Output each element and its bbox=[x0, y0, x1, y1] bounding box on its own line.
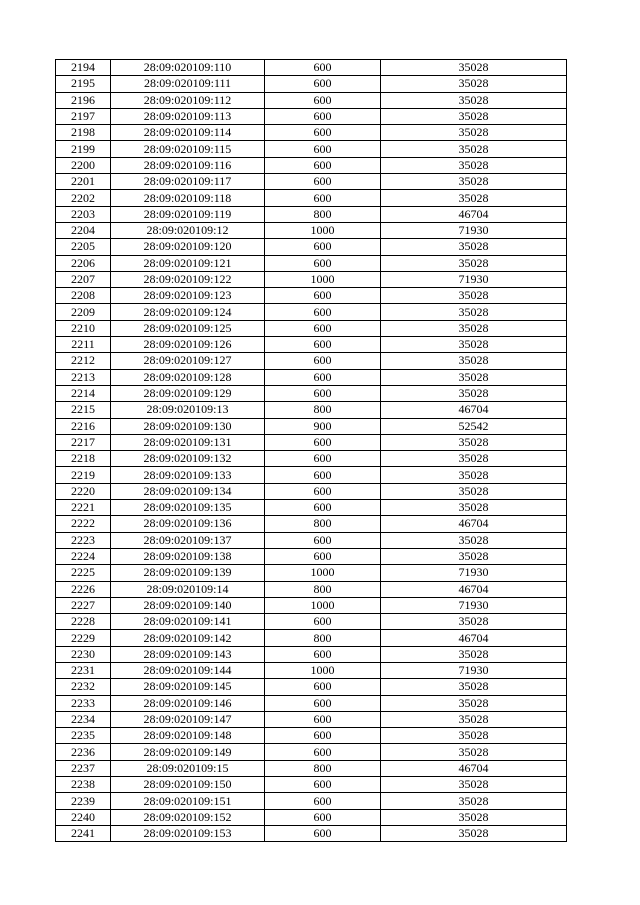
area-cell: 1000 bbox=[265, 565, 381, 581]
area-cell: 600 bbox=[265, 711, 381, 727]
row-number-cell: 2195 bbox=[56, 76, 111, 92]
cadastral-number-cell: 28:09:020109:144 bbox=[111, 662, 265, 678]
value-cell: 52542 bbox=[381, 418, 567, 434]
area-cell: 800 bbox=[265, 516, 381, 532]
row-number-cell: 2237 bbox=[56, 760, 111, 776]
value-cell: 46704 bbox=[381, 206, 567, 222]
area-cell: 600 bbox=[265, 548, 381, 564]
table-row bbox=[56, 483, 567, 499]
table-row bbox=[56, 418, 567, 434]
row-number-cell: 2213 bbox=[56, 369, 111, 385]
row-number-cell: 2222 bbox=[56, 516, 111, 532]
table-row bbox=[56, 597, 567, 613]
row-number-cell: 2199 bbox=[56, 141, 111, 157]
cadastral-number-cell: 28:09:020109:146 bbox=[111, 695, 265, 711]
cadastral-number-cell: 28:09:020109:131 bbox=[111, 434, 265, 450]
row-number-cell: 2214 bbox=[56, 385, 111, 401]
table-row bbox=[56, 825, 567, 841]
table-row bbox=[56, 255, 567, 271]
table-row bbox=[56, 630, 567, 646]
cadastral-number-cell: 28:09:020109:123 bbox=[111, 288, 265, 304]
row-number-cell: 2208 bbox=[56, 288, 111, 304]
cadastral-number-cell: 28:09:020109:137 bbox=[111, 532, 265, 548]
cadastral-number-cell: 28:09:020109:112 bbox=[111, 92, 265, 108]
table-row bbox=[56, 548, 567, 564]
row-number-cell: 2232 bbox=[56, 679, 111, 695]
table-row bbox=[56, 141, 567, 157]
area-cell: 600 bbox=[265, 76, 381, 92]
table-row bbox=[56, 793, 567, 809]
area-cell: 600 bbox=[265, 320, 381, 336]
area-cell: 600 bbox=[265, 353, 381, 369]
row-number-cell: 2225 bbox=[56, 565, 111, 581]
area-cell: 600 bbox=[265, 809, 381, 825]
area-cell: 600 bbox=[265, 679, 381, 695]
value-cell: 35028 bbox=[381, 711, 567, 727]
area-cell: 600 bbox=[265, 434, 381, 450]
value-cell: 46704 bbox=[381, 402, 567, 418]
value-cell: 71930 bbox=[381, 597, 567, 613]
cadastral-number-cell: 28:09:020109:12 bbox=[111, 222, 265, 238]
row-number-cell: 2210 bbox=[56, 320, 111, 336]
row-number-cell: 2226 bbox=[56, 581, 111, 597]
value-cell: 71930 bbox=[381, 662, 567, 678]
row-number-cell: 2209 bbox=[56, 304, 111, 320]
cadastral-number-cell: 28:09:020109:115 bbox=[111, 141, 265, 157]
row-number-cell: 2219 bbox=[56, 467, 111, 483]
row-number-cell: 2201 bbox=[56, 174, 111, 190]
area-cell: 600 bbox=[265, 288, 381, 304]
value-cell: 71930 bbox=[381, 271, 567, 287]
cadastral-number-cell: 28:09:020109:13 bbox=[111, 402, 265, 418]
value-cell: 71930 bbox=[381, 222, 567, 238]
value-cell: 35028 bbox=[381, 695, 567, 711]
table-row bbox=[56, 581, 567, 597]
area-cell: 600 bbox=[265, 239, 381, 255]
row-number-cell: 2198 bbox=[56, 125, 111, 141]
value-cell: 35028 bbox=[381, 190, 567, 206]
table-row bbox=[56, 516, 567, 532]
table-row bbox=[56, 777, 567, 793]
area-cell: 600 bbox=[265, 255, 381, 271]
row-number-cell: 2216 bbox=[56, 418, 111, 434]
cadastral-number-cell: 28:09:020109:145 bbox=[111, 679, 265, 695]
table-row bbox=[56, 434, 567, 450]
value-cell: 35028 bbox=[381, 809, 567, 825]
area-cell: 600 bbox=[265, 777, 381, 793]
cadastral-number-cell: 28:09:020109:111 bbox=[111, 76, 265, 92]
table-row bbox=[56, 157, 567, 173]
cadastral-number-cell: 28:09:020109:125 bbox=[111, 320, 265, 336]
value-cell: 46704 bbox=[381, 516, 567, 532]
cadastral-number-cell: 28:09:020109:113 bbox=[111, 108, 265, 124]
row-number-cell: 2196 bbox=[56, 92, 111, 108]
table-row bbox=[56, 190, 567, 206]
area-cell: 600 bbox=[265, 141, 381, 157]
table-row bbox=[56, 451, 567, 467]
value-cell: 35028 bbox=[381, 434, 567, 450]
cadastral-number-cell: 28:09:020109:142 bbox=[111, 630, 265, 646]
row-number-cell: 2212 bbox=[56, 353, 111, 369]
area-cell: 1000 bbox=[265, 662, 381, 678]
row-number-cell: 2235 bbox=[56, 728, 111, 744]
table-row bbox=[56, 385, 567, 401]
cadastral-number-cell: 28:09:020109:140 bbox=[111, 597, 265, 613]
table-row bbox=[56, 760, 567, 776]
area-cell: 600 bbox=[265, 646, 381, 662]
table-row bbox=[56, 174, 567, 190]
area-cell: 900 bbox=[265, 418, 381, 434]
table-row bbox=[56, 271, 567, 287]
table-row bbox=[56, 614, 567, 630]
table-row bbox=[56, 239, 567, 255]
cadastral-number-cell: 28:09:020109:135 bbox=[111, 500, 265, 516]
row-number-cell: 2221 bbox=[56, 500, 111, 516]
table-row bbox=[56, 76, 567, 92]
table-row bbox=[56, 695, 567, 711]
cadastral-number-cell: 28:09:020109:147 bbox=[111, 711, 265, 727]
value-cell: 35028 bbox=[381, 174, 567, 190]
cadastral-number-cell: 28:09:020109:132 bbox=[111, 451, 265, 467]
row-number-cell: 2227 bbox=[56, 597, 111, 613]
cadastral-number-cell: 28:09:020109:133 bbox=[111, 467, 265, 483]
cadastral-number-cell: 28:09:020109:121 bbox=[111, 255, 265, 271]
table-row bbox=[56, 744, 567, 760]
value-cell: 35028 bbox=[381, 125, 567, 141]
cadastral-number-cell: 28:09:020109:122 bbox=[111, 271, 265, 287]
cadastral-number-cell: 28:09:020109:150 bbox=[111, 777, 265, 793]
row-number-cell: 2200 bbox=[56, 157, 111, 173]
row-number-cell: 2223 bbox=[56, 532, 111, 548]
area-cell: 600 bbox=[265, 695, 381, 711]
cadastral-number-cell: 28:09:020109:153 bbox=[111, 825, 265, 841]
area-cell: 600 bbox=[265, 174, 381, 190]
cadastral-number-cell: 28:09:020109:139 bbox=[111, 565, 265, 581]
row-number-cell: 2236 bbox=[56, 744, 111, 760]
row-number-cell: 2229 bbox=[56, 630, 111, 646]
value-cell: 35028 bbox=[381, 679, 567, 695]
row-number-cell: 2218 bbox=[56, 451, 111, 467]
cadastral-number-cell: 28:09:020109:15 bbox=[111, 760, 265, 776]
cadastral-number-cell: 28:09:020109:110 bbox=[111, 60, 265, 76]
table-row bbox=[56, 662, 567, 678]
value-cell: 35028 bbox=[381, 353, 567, 369]
value-cell: 35028 bbox=[381, 777, 567, 793]
area-cell: 600 bbox=[265, 369, 381, 385]
row-number-cell: 2238 bbox=[56, 777, 111, 793]
area-cell: 600 bbox=[265, 92, 381, 108]
cadastral-number-cell: 28:09:020109:149 bbox=[111, 744, 265, 760]
value-cell: 35028 bbox=[381, 320, 567, 336]
value-cell: 35028 bbox=[381, 728, 567, 744]
value-cell: 35028 bbox=[381, 825, 567, 841]
area-cell: 600 bbox=[265, 467, 381, 483]
value-cell: 46704 bbox=[381, 760, 567, 776]
data-table-body bbox=[56, 60, 567, 842]
table-row bbox=[56, 125, 567, 141]
row-number-cell: 2231 bbox=[56, 662, 111, 678]
table-row bbox=[56, 353, 567, 369]
table-row bbox=[56, 288, 567, 304]
row-number-cell: 2220 bbox=[56, 483, 111, 499]
table-row bbox=[56, 337, 567, 353]
row-number-cell: 2228 bbox=[56, 614, 111, 630]
value-cell: 35028 bbox=[381, 304, 567, 320]
value-cell: 35028 bbox=[381, 60, 567, 76]
table-row bbox=[56, 92, 567, 108]
area-cell: 800 bbox=[265, 581, 381, 597]
area-cell: 1000 bbox=[265, 271, 381, 287]
table-row bbox=[56, 320, 567, 336]
value-cell: 35028 bbox=[381, 108, 567, 124]
row-number-cell: 2240 bbox=[56, 809, 111, 825]
area-cell: 600 bbox=[265, 125, 381, 141]
row-number-cell: 2204 bbox=[56, 222, 111, 238]
cadastral-number-cell: 28:09:020109:116 bbox=[111, 157, 265, 173]
value-cell: 35028 bbox=[381, 451, 567, 467]
cadastral-number-cell: 28:09:020109:141 bbox=[111, 614, 265, 630]
cadastral-number-cell: 28:09:020109:124 bbox=[111, 304, 265, 320]
table-row bbox=[56, 304, 567, 320]
value-cell: 35028 bbox=[381, 467, 567, 483]
row-number-cell: 2217 bbox=[56, 434, 111, 450]
cadastral-number-cell: 28:09:020109:148 bbox=[111, 728, 265, 744]
area-cell: 600 bbox=[265, 337, 381, 353]
cadastral-number-cell: 28:09:020109:117 bbox=[111, 174, 265, 190]
value-cell: 35028 bbox=[381, 337, 567, 353]
value-cell: 35028 bbox=[381, 92, 567, 108]
value-cell: 35028 bbox=[381, 548, 567, 564]
row-number-cell: 2211 bbox=[56, 337, 111, 353]
table-row bbox=[56, 222, 567, 238]
row-number-cell: 2239 bbox=[56, 793, 111, 809]
cadastral-number-cell: 28:09:020109:151 bbox=[111, 793, 265, 809]
table-row bbox=[56, 532, 567, 548]
table-row bbox=[56, 369, 567, 385]
value-cell: 71930 bbox=[381, 565, 567, 581]
table-row bbox=[56, 711, 567, 727]
table-row bbox=[56, 60, 567, 76]
area-cell: 600 bbox=[265, 532, 381, 548]
value-cell: 35028 bbox=[381, 141, 567, 157]
area-cell: 1000 bbox=[265, 222, 381, 238]
cadastral-number-cell: 28:09:020109:136 bbox=[111, 516, 265, 532]
row-number-cell: 2205 bbox=[56, 239, 111, 255]
table-row bbox=[56, 679, 567, 695]
cadastral-number-cell: 28:09:020109:128 bbox=[111, 369, 265, 385]
cadastral-number-cell: 28:09:020109:126 bbox=[111, 337, 265, 353]
data-table bbox=[55, 59, 567, 842]
value-cell: 35028 bbox=[381, 76, 567, 92]
table-row bbox=[56, 500, 567, 516]
row-number-cell: 2241 bbox=[56, 825, 111, 841]
area-cell: 600 bbox=[265, 385, 381, 401]
area-cell: 1000 bbox=[265, 597, 381, 613]
row-number-cell: 2215 bbox=[56, 402, 111, 418]
area-cell: 600 bbox=[265, 483, 381, 499]
row-number-cell: 2194 bbox=[56, 60, 111, 76]
value-cell: 35028 bbox=[381, 744, 567, 760]
table-row bbox=[56, 809, 567, 825]
value-cell: 35028 bbox=[381, 483, 567, 499]
row-number-cell: 2234 bbox=[56, 711, 111, 727]
table-row bbox=[56, 646, 567, 662]
row-number-cell: 2224 bbox=[56, 548, 111, 564]
cadastral-number-cell: 28:09:020109:152 bbox=[111, 809, 265, 825]
area-cell: 600 bbox=[265, 157, 381, 173]
value-cell: 35028 bbox=[381, 614, 567, 630]
cadastral-number-cell: 28:09:020109:114 bbox=[111, 125, 265, 141]
table-row bbox=[56, 467, 567, 483]
area-cell: 600 bbox=[265, 614, 381, 630]
value-cell: 46704 bbox=[381, 581, 567, 597]
table-row bbox=[56, 565, 567, 581]
area-cell: 600 bbox=[265, 793, 381, 809]
area-cell: 600 bbox=[265, 190, 381, 206]
area-cell: 800 bbox=[265, 760, 381, 776]
area-cell: 600 bbox=[265, 108, 381, 124]
cadastral-number-cell: 28:09:020109:129 bbox=[111, 385, 265, 401]
area-cell: 800 bbox=[265, 402, 381, 418]
table-row bbox=[56, 108, 567, 124]
value-cell: 35028 bbox=[381, 239, 567, 255]
row-number-cell: 2203 bbox=[56, 206, 111, 222]
value-cell: 35028 bbox=[381, 500, 567, 516]
value-cell: 35028 bbox=[381, 369, 567, 385]
row-number-cell: 2207 bbox=[56, 271, 111, 287]
area-cell: 800 bbox=[265, 206, 381, 222]
table-row bbox=[56, 728, 567, 744]
table-row bbox=[56, 206, 567, 222]
cadastral-number-cell: 28:09:020109:120 bbox=[111, 239, 265, 255]
row-number-cell: 2197 bbox=[56, 108, 111, 124]
value-cell: 46704 bbox=[381, 630, 567, 646]
area-cell: 800 bbox=[265, 630, 381, 646]
table-row bbox=[56, 402, 567, 418]
cadastral-number-cell: 28:09:020109:118 bbox=[111, 190, 265, 206]
area-cell: 600 bbox=[265, 500, 381, 516]
cadastral-number-cell: 28:09:020109:134 bbox=[111, 483, 265, 499]
area-cell: 600 bbox=[265, 451, 381, 467]
value-cell: 35028 bbox=[381, 288, 567, 304]
cadastral-number-cell: 28:09:020109:138 bbox=[111, 548, 265, 564]
value-cell: 35028 bbox=[381, 385, 567, 401]
row-number-cell: 2233 bbox=[56, 695, 111, 711]
row-number-cell: 2206 bbox=[56, 255, 111, 271]
value-cell: 35028 bbox=[381, 793, 567, 809]
row-number-cell: 2202 bbox=[56, 190, 111, 206]
value-cell: 35028 bbox=[381, 646, 567, 662]
area-cell: 600 bbox=[265, 304, 381, 320]
cadastral-number-cell: 28:09:020109:130 bbox=[111, 418, 265, 434]
value-cell: 35028 bbox=[381, 255, 567, 271]
cadastral-number-cell: 28:09:020109:14 bbox=[111, 581, 265, 597]
area-cell: 600 bbox=[265, 60, 381, 76]
cadastral-number-cell: 28:09:020109:119 bbox=[111, 206, 265, 222]
value-cell: 35028 bbox=[381, 157, 567, 173]
cadastral-number-cell: 28:09:020109:127 bbox=[111, 353, 265, 369]
value-cell: 35028 bbox=[381, 532, 567, 548]
area-cell: 600 bbox=[265, 825, 381, 841]
area-cell: 600 bbox=[265, 744, 381, 760]
area-cell: 600 bbox=[265, 728, 381, 744]
row-number-cell: 2230 bbox=[56, 646, 111, 662]
cadastral-number-cell: 28:09:020109:143 bbox=[111, 646, 265, 662]
